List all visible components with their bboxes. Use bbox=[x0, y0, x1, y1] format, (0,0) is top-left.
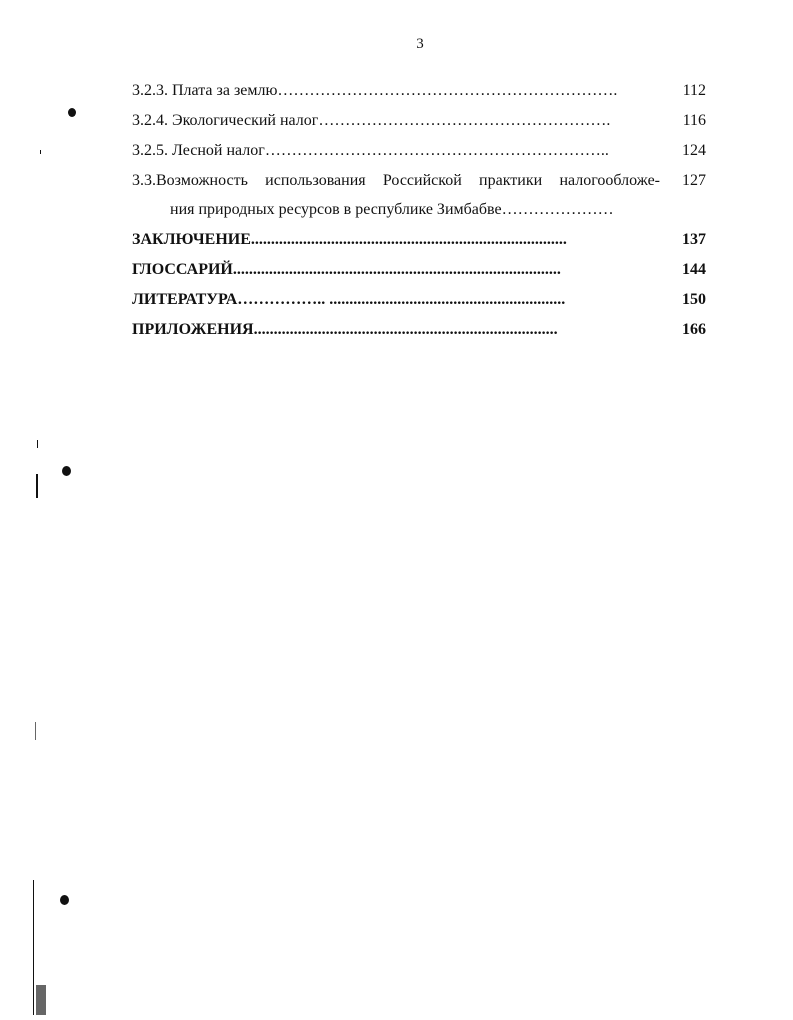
toc-entry bbox=[132, 140, 706, 170]
toc-entry bbox=[132, 110, 706, 140]
toc-entry bbox=[132, 229, 706, 259]
table-of-contents bbox=[132, 80, 706, 349]
toc-entry-page: 124 bbox=[682, 142, 706, 159]
toc-entry bbox=[132, 80, 706, 110]
toc-entry-title: ЗАКЛЮЧЕНИЕ............................................................................... bbox=[132, 231, 567, 248]
toc-entry-title: 3.2.5. Лесной налог……………………………………………………….. bbox=[132, 142, 609, 159]
toc-entry-page: 112 bbox=[682, 82, 706, 99]
scan-edge-line bbox=[40, 150, 41, 154]
page-number: 3 bbox=[416, 36, 424, 52]
toc-entry-page: 150 bbox=[682, 291, 706, 308]
scan-edge-line bbox=[36, 474, 38, 498]
scan-hole-mark bbox=[68, 108, 76, 117]
toc-entry-title: 3.3.Возможность использования Российской практики налогообложе- bbox=[132, 172, 660, 189]
toc-entry bbox=[132, 319, 706, 349]
scan-edge-line bbox=[37, 440, 38, 448]
toc-entry-page: 116 bbox=[682, 112, 706, 129]
toc-entry-title: ЛИТЕРАТУРА…………….. ........................................................... bbox=[132, 291, 566, 308]
toc-entry bbox=[132, 289, 706, 319]
toc-entry-page: 144 bbox=[682, 261, 706, 278]
toc-entry bbox=[132, 259, 706, 289]
scan-edge-line bbox=[36, 985, 46, 1015]
scan-edge-line bbox=[33, 880, 34, 1015]
scan-hole-mark bbox=[62, 466, 71, 476]
toc-entry-title: ПРИЛОЖЕНИЯ............................................................................ bbox=[132, 321, 558, 338]
toc-entry-page: 166 bbox=[682, 321, 706, 338]
toc-entry-page: 127 bbox=[682, 172, 706, 189]
toc-entry-title: ГЛОССАРИЙ.................................................................................. bbox=[132, 261, 561, 278]
toc-entry-title: 3.2.4. Экологический налог………………………………………………. bbox=[132, 112, 611, 129]
scan-edge-line bbox=[35, 722, 36, 740]
scan-hole-mark bbox=[60, 895, 69, 905]
toc-entry-title-continuation: ния природных ресурсов в республике Зимбабве………………… bbox=[170, 201, 614, 218]
toc-entry-page: 137 bbox=[682, 231, 706, 248]
toc-entry bbox=[132, 170, 706, 229]
toc-entry-title: 3.2.3. Плата за землю………………………………………………………. bbox=[132, 82, 618, 99]
